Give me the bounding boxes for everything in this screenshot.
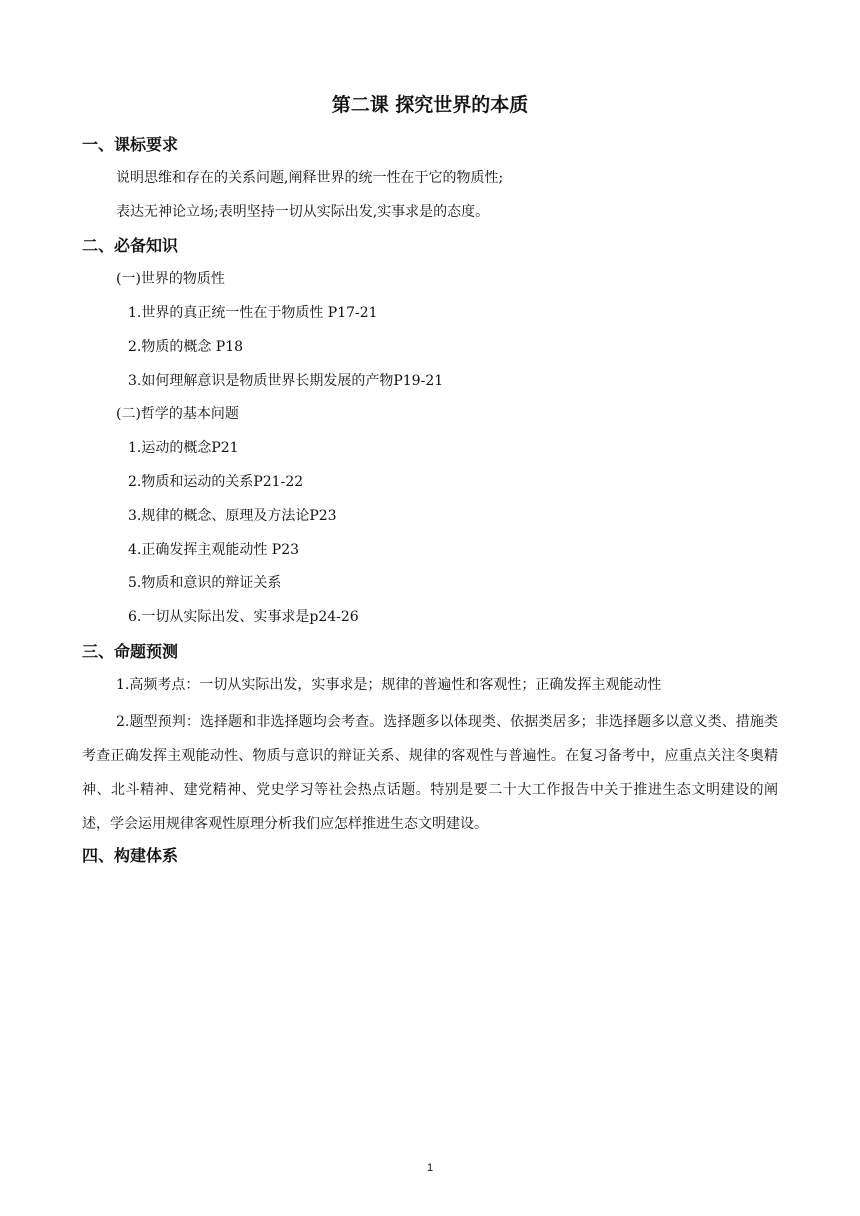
knowledge-item: 5.物质和意识的辩证关系	[128, 575, 282, 591]
page-title: 第二课 探究世界的本质	[331, 94, 529, 116]
section-heading-essential-knowledge: 二、必备知识	[82, 236, 179, 255]
requirement-line: 说明思维和存在的关系问题,阐释世界的统一性在于它的物质性;	[116, 170, 504, 186]
knowledge-item: 4.正确发挥主观能动性 P23	[128, 542, 300, 558]
knowledge-item: 2.物质的概念 P18	[128, 339, 244, 355]
knowledge-item: 3.规律的概念、原理及方法论P23	[128, 508, 337, 524]
knowledge-group-label: (一)世界的物质性	[116, 271, 225, 287]
section-heading-curriculum-requirements: 一、课标要求	[82, 135, 179, 154]
knowledge-item: 1.世界的真正统一性在于物质性 P17-21	[128, 305, 378, 321]
section-heading-build-system: 四、构建体系	[82, 846, 179, 865]
knowledge-item: 1.运动的概念P21	[128, 440, 239, 456]
prediction-line: 1.高频考点：一切从实际出发，实事求是；规律的普遍性和客观性；正确发挥主观能动性	[116, 677, 662, 693]
prediction-paragraph: 2.题型预判：选择题和非选择题均会考查。选择题多以体现类、依据类居多；非选择题多以意义类、措施类考查正确发挥主观能动性、物质与意识的辩证关系、规律的客观性与普遍性。在复习备考中，应重点关注冬奥精神、北斗精神、建党精神、党史学习等社会热点话题。特别是要二十大工作报告中关于推进生态文明建设的阐述，学会运用规律客观性原理分析我们应怎样推进生态文明建设。	[82, 714, 778, 832]
page-number: 1	[426, 1162, 434, 1174]
knowledge-item: 3.如何理解意识是物质世界长期发展的产物P19-21	[128, 373, 444, 389]
knowledge-group-label: (二)哲学的基本问题	[116, 406, 239, 422]
knowledge-item: 6.一切从实际出发、实事求是p24-26	[128, 609, 359, 625]
section-heading-exam-prediction: 三、命题预测	[82, 642, 179, 661]
knowledge-item: 2.物质和运动的关系P21-22	[128, 474, 304, 490]
requirement-line: 表达无神论立场;表明坚持一切从实际出发,实事求是的态度。	[116, 204, 490, 220]
